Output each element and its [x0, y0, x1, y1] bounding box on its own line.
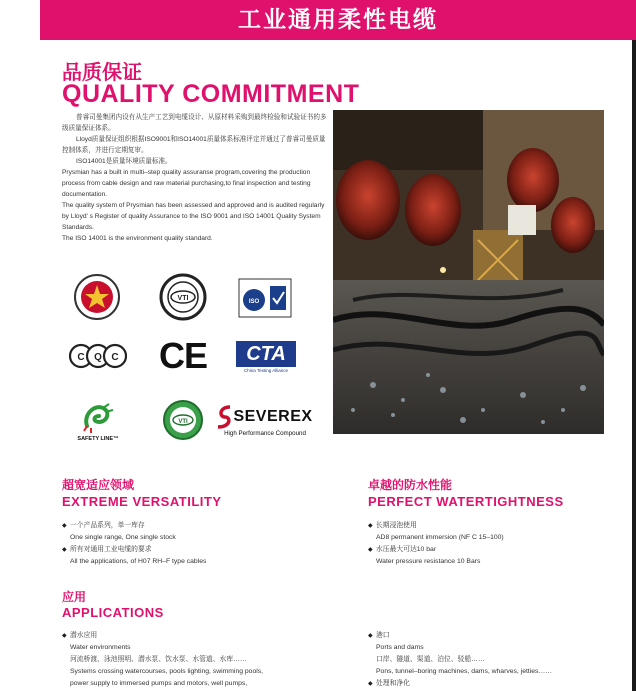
applications-right-line-1: Ports and dams	[376, 644, 424, 651]
quality-para-3: ISO14001是质量环境质量标准。	[76, 158, 172, 165]
versatility-item-2-en: All the applications, of H07 RH–F type cables	[70, 558, 207, 565]
svg-text:ISO: ISO	[248, 299, 260, 305]
quality-body	[62, 112, 328, 244]
iso-9001-logo	[238, 278, 292, 318]
applications-right-head-2: ◆ 处理和净化	[368, 678, 608, 690]
watertight-item-1-en: AD8 permanent immersion (NF C 15–100)	[376, 534, 504, 541]
factory-photo-graphic	[333, 110, 604, 434]
applications-right-head: ◆ 港口	[368, 630, 608, 642]
applications-right-line-2: 口岸、隧道、渠道、泊位、驳船……	[376, 656, 485, 663]
severex-logo	[212, 396, 318, 446]
svg-text:C: C	[111, 352, 119, 363]
svg-text:Q: Q	[94, 352, 102, 363]
applications-right-list	[368, 630, 608, 690]
quality-title-cn: 品质保证	[62, 60, 142, 84]
watertight-item-2-en: Water pressure resistance 10 Bars	[376, 558, 481, 565]
quality-para-4: Prysmian has a built in multi–step quality assuranse program,covering the production process from cable design and raw material purchasing,to final inspection and testing documentation.	[62, 169, 311, 198]
vti-green-seal-icon	[162, 399, 204, 441]
right-edge-rule	[632, 40, 636, 691]
svg-text:VTI: VTI	[177, 295, 189, 302]
severex-subtitle: High Performance Compound	[224, 430, 306, 437]
quality-para-5: The quality system of Prysmian has been assessed and approved and is audited regularly by Lloyd' s Register of quality Assurance to the ISO 9001 and ISO 14001 Quality System Standards.	[62, 202, 325, 231]
cta-mark: CTA	[236, 341, 296, 367]
quality-para-6: The ISO 14001 is the environment quality standard.	[62, 235, 213, 242]
cta-logo	[234, 338, 298, 376]
quality-title-en: QUALITY COMMITMENT	[62, 80, 360, 108]
vti-green-logo	[158, 398, 208, 442]
versatility-item-2-cn: ◆ 所有对通用工业电缆的要求	[62, 544, 322, 556]
ce-mark-text: CE	[158, 335, 207, 376]
applications-left-head: ◆ 潜水应用	[62, 630, 352, 642]
ce-mark-logo	[158, 336, 208, 376]
china-emblem-icon	[74, 274, 120, 320]
iso-badge-icon	[238, 278, 292, 318]
cqc-logo	[68, 336, 128, 376]
dragon-icon	[81, 400, 115, 434]
watertight-item-2-cn: ◆ 水压最大可达10 bar	[368, 544, 608, 556]
quality-para-1: 普睿司曼集团内设有从生产工艺到电缆设计、从原材料采购到最终检验和试验证书的多级质量保证体系。	[62, 114, 327, 132]
watertight-title-en: PERFECT WATERTIGHTNESS	[368, 494, 564, 509]
applications-left-line-3: Systems crossing watercourses, pools lighting, swimming pools,	[70, 668, 264, 675]
severex-swoosh-icon	[217, 405, 231, 429]
applications-right-line-3: Pons, tunnel–boring machines, dams, wharves, jetties……	[376, 668, 553, 675]
china-quality-logo	[72, 272, 122, 322]
cqc-mark-icon	[69, 338, 127, 374]
applications-left-line-4: power supply to immersed pumps and motors, well pumps,	[70, 680, 248, 687]
certification-logos	[62, 268, 328, 448]
page-banner: 工业通用柔性电缆	[40, 0, 636, 40]
versatility-item-1-en: One single range, One single stock	[70, 534, 176, 541]
severex-name: SEVEREX	[233, 408, 313, 425]
safety-line-logo	[66, 396, 130, 446]
versatility-list	[62, 520, 322, 568]
watertight-list	[368, 520, 608, 568]
versatility-title-en: EXTREME VERSATILITY	[62, 494, 222, 509]
watertight-title-cn: 卓越的防水性能	[368, 478, 453, 492]
versatility-title-cn: 超宽适应领域	[62, 478, 135, 492]
watertight-item-1-cn: ◆ 长期浸泡使用	[368, 520, 608, 532]
safety-line-label: SAFETY LINE™	[77, 436, 119, 442]
svg-text:VTI: VTI	[178, 419, 188, 425]
severex-wordmark	[217, 405, 312, 429]
applications-title-cn: 应用	[62, 590, 87, 604]
applications-left-line-1: Water environments	[70, 644, 131, 651]
cta-subtitle: China Testing Alliance	[244, 368, 288, 373]
quality-para-2: Lloyd质量保证组织根据ISO9001和ISO14001质量体系标准评定并通过了普睿司曼质量控制体系，并进行定期复审。	[62, 136, 326, 154]
vti-cert-logo	[158, 272, 208, 322]
vti-seal-icon	[159, 273, 207, 321]
applications-left-list	[62, 630, 352, 690]
applications-left-line-2: 河流桥渡、泳池照明、潜水泵、饮水泵、水管道、水库……	[70, 656, 247, 663]
applications-title-en: APPLICATIONS	[62, 605, 164, 620]
svg-text:C: C	[77, 352, 85, 363]
versatility-item-1-cn: ◆ 一个产品系列，单一库存	[62, 520, 322, 532]
factory-photo	[333, 110, 604, 434]
